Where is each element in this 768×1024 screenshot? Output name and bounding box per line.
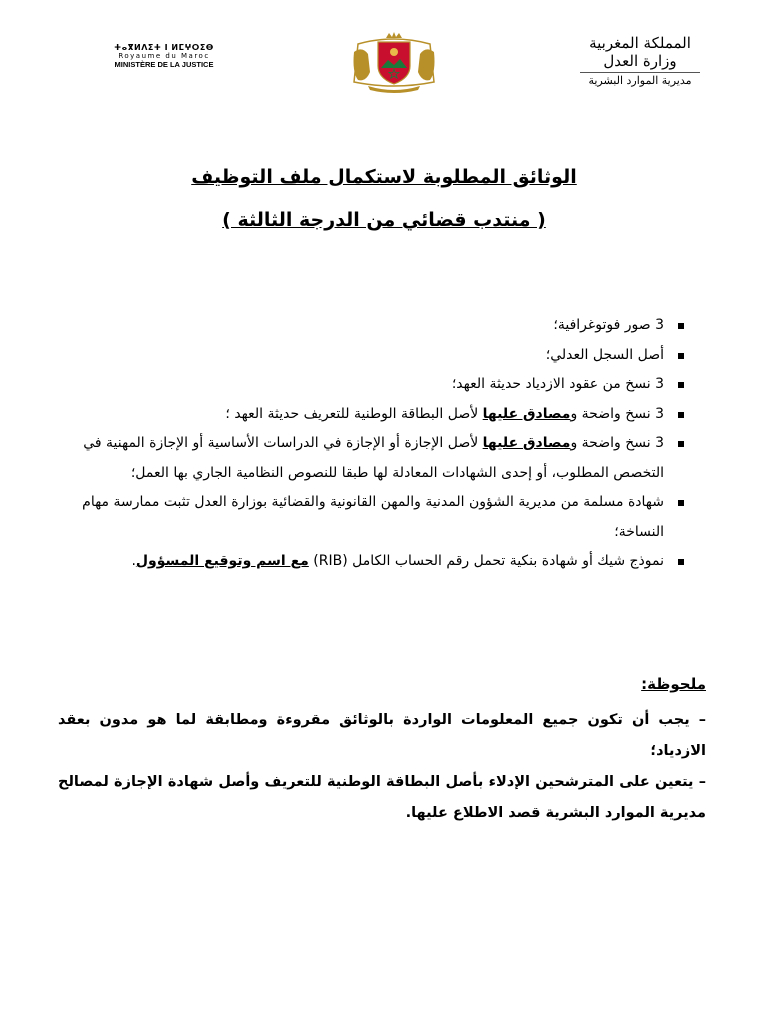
list-item — [66, 341, 686, 371]
list-item — [66, 400, 686, 430]
list-item — [66, 311, 686, 341]
item-text-end: لأصل البطاقة الوطنية للتعريف حديثة العهد ؛ — [225, 405, 483, 422]
document-title: الوثائق المطلوبة لاستكمال ملف التوظيف — [191, 166, 577, 188]
list-item — [66, 488, 686, 547]
item-text-start: 3 نسخ واضحة و — [570, 405, 664, 422]
kingdom-label-arabic: المملكة المغربية — [589, 34, 691, 52]
item-text: 3 نسخ من عقود الازدياد حديثة العهد؛ — [451, 376, 664, 392]
ministry-label: MINISTÈRE DE LA JUSTICE — [114, 59, 214, 69]
item-text-end: . — [131, 553, 136, 569]
item-text: أصل السجل العدلي؛ — [545, 346, 664, 363]
tifinagh-text: ⵜⴰⴳⵍⴷⵉⵜ ⵏ ⵍⵎⵖⵔⵉⴱ — [114, 43, 214, 52]
note-line: – يتعين على المترشحين الإدلاء بأصل البطاقة الوطنية للتعريف وأصل شهادة الإجازة لمصالح مديرية الموارد البشرية قصد الاطلاع عليها. — [58, 774, 706, 821]
kingdom-label: Royaume du Maroc — [118, 52, 210, 61]
item-text: شهادة مسلمة من مديرية الشؤون المدنية والمهن القانونية والقضائية بوزارة العدل تثبت ممارسة مهام النساخة؛ — [82, 494, 664, 540]
list-item — [66, 370, 686, 400]
ministry-header-left — [104, 44, 224, 69]
royal-coat-of-arms-icon — [348, 32, 440, 94]
item-text-start: نموذج شيك أو شهادة بنكية تحمل رقم الحساب الكامل (RIB) — [308, 553, 664, 569]
item-text-end: لأصل الإجازة أو الإجازة في الدراسات الأساسية أو الإجازة المهنية في التخصص المطلوب، أو إحدى الشهادات المعادلة لها طبقا للنصوص النظامية الجاري بها العمل؛ — [83, 435, 664, 481]
directorate-label-arabic: مديرية الموارد البشرية — [580, 72, 700, 87]
document-subtitle: ( منتدب قضائي من الدرجة الثالثة ) — [222, 209, 546, 231]
ministry-header-right — [574, 34, 706, 87]
item-emphasis: مصادق عليها — [482, 405, 571, 422]
ministry-label-arabic: وزارة العدل — [603, 52, 677, 70]
requirements-list — [66, 311, 686, 577]
item-emphasis: مع اسم وتوقيع المسؤول — [135, 553, 309, 569]
item-text: 3 صور فوتوغرافية؛ — [553, 317, 664, 333]
item-text-start: 3 نسخ واضحة و — [570, 435, 664, 451]
list-item — [66, 429, 686, 488]
note-heading: ملحوظة: — [641, 675, 706, 693]
note-body — [58, 705, 706, 829]
list-item — [66, 547, 686, 577]
item-emphasis: مصادق عليها — [482, 435, 571, 451]
note-line: – يجب أن تكون جميع المعلومات الواردة بالوثائق مقروءة ومطابقة لما هو مدون بعقد الازدياد؛ — [58, 712, 706, 759]
